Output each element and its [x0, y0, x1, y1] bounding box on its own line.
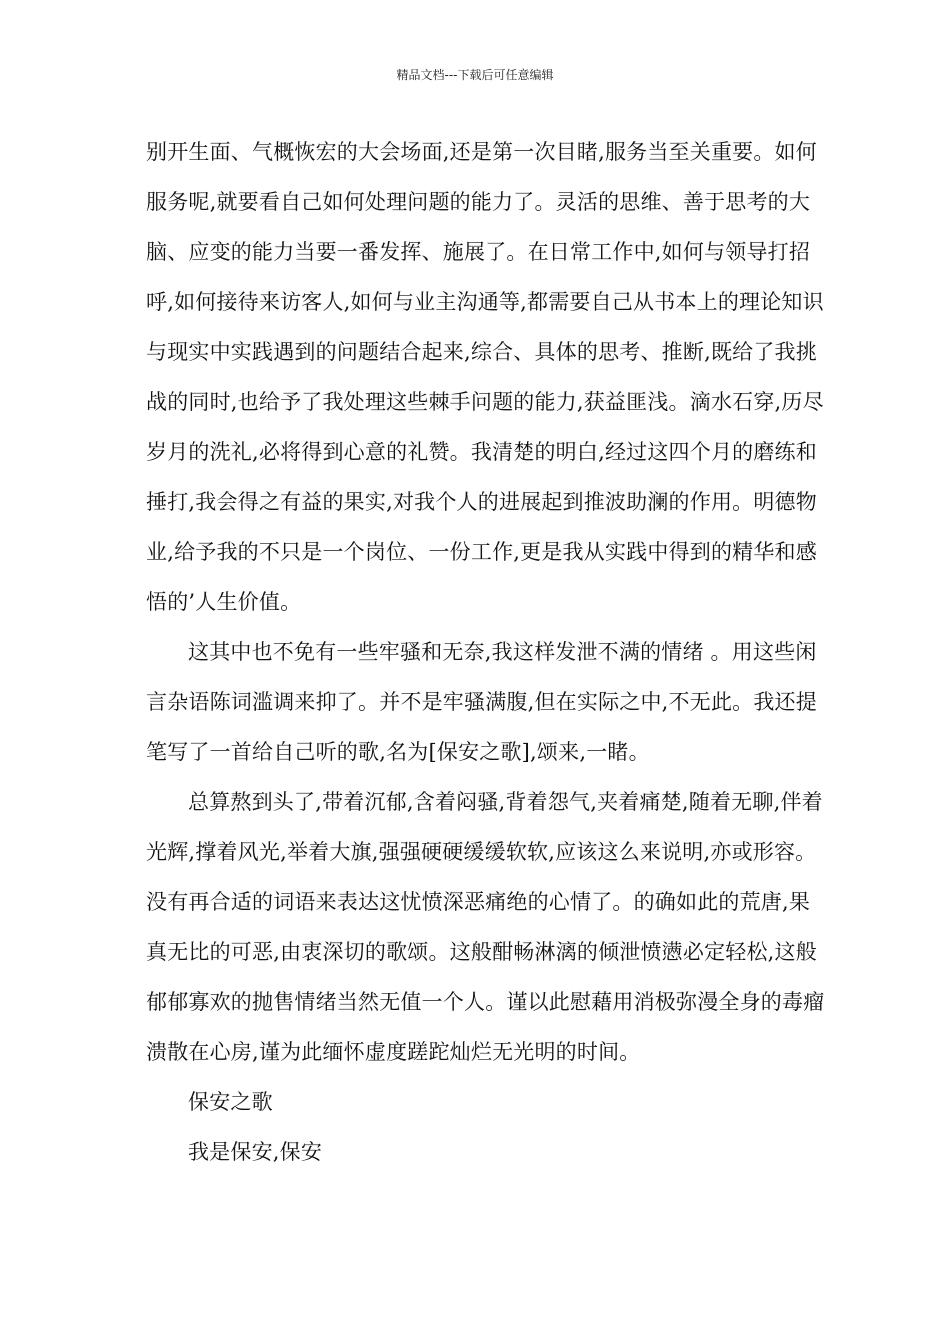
page-header: 精品文档---下载后可任意编辑 [396, 68, 554, 82]
song-line-1: 我是保安,保安 [188, 1140, 323, 1164]
document-body [146, 127, 826, 1177]
paragraph-3: 总算熬到头了,带着沉郁,含着闷骚,背着怨气,夹着痛楚,随着无聊,伴着光辉,撑着风光,举着大旗,强强硬硬缓缓软软,应该这么来说明,亦或形容。没有再合适的词语来表达这忧愤深恶痛绝的心情了。的确如此的荒唐,果真无比的可恶,由衷深切的歌颂。这般酣畅淋漓的倾泄愤懑必定轻松,这般郁郁寡欢的抛售情绪当然无值一个人。谨以此慰藉用消极弥漫全身的毒瘤溃散在心房,谨为此缅怀虚度蹉跎灿烂无光明的时间。 [146, 790, 825, 1064]
song-title: 保安之歌 [188, 1090, 273, 1114]
paragraph-2: 这其中也不免有一些牢骚和无奈,我这样发泄不满的情绪 。用这些闲言杂语陈词滥调来抑了。并不是牢骚满腹,但在实际之中,不无此。我还提笔写了一首给自己听的歌,名为[保安之歌],颂来,一睹。 [146, 640, 817, 764]
paragraph-1: 别开生面、气概恢宏的大会场面,还是第一次目睹,服务当至关重要。如何服务呢,就要看自己如何处理问题的能力了。灵活的思维、善于思考的大脑、应变的能力当要一番发挥、施展了。在日常工作中,如何与领导打招呼,如何接待来访客人,如何与业主沟通等,都需要自己从书本上的理论知识与现实中实践遇到的问题结合起来,综合、具体的思考、推断,既给了我挑战的同时,也给予了我处理这些棘手问题的能力,获益匪浅。滴水石穿,历尽岁月的洗礼,必将得到心意的礼赞。我清楚的明白,经过这四个月的磨练和捶打,我会得之有益的果实,对我个人的进展起到推波助澜的作用。明德物业,给予我的不只是一个岗位、一份工作,更是我从实践中得到的精华和感悟的’人生价值。 [146, 140, 824, 614]
